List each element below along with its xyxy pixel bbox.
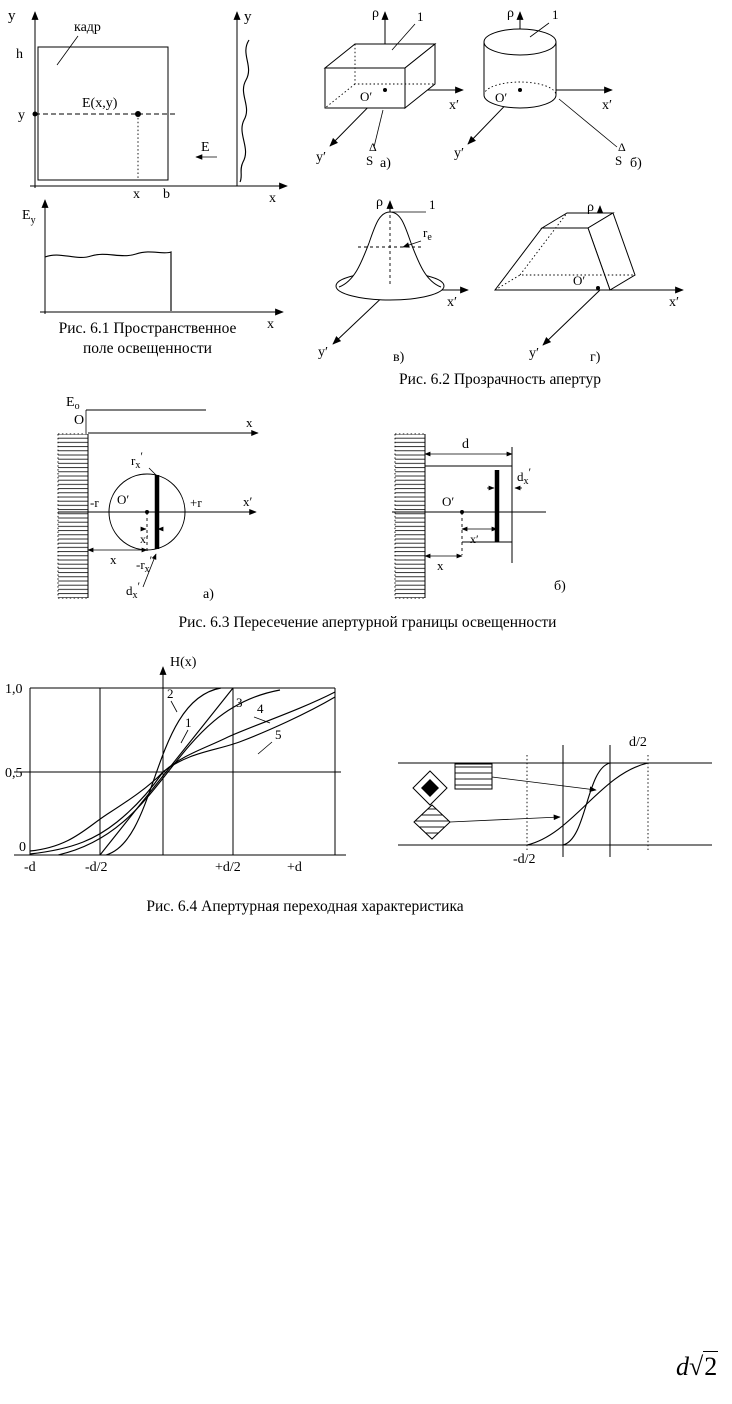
subfigure-b-tag: б)	[554, 579, 566, 594]
delta-label: Δ	[618, 140, 626, 154]
fig63-a	[58, 395, 258, 602]
aperture-bell-diagram	[318, 195, 468, 365]
formula-d-sqrt2	[676, 1352, 718, 1382]
xtick-plus-d2: +d/2	[215, 860, 241, 875]
curve-1-label: 1	[185, 715, 192, 730]
subfigure-a-tag: а)	[203, 587, 214, 602]
minus-r-label: -r	[90, 495, 99, 510]
figure-6-1-caption	[30, 319, 265, 359]
y-prime-label: y′	[529, 346, 540, 361]
ey-x-axis-label: x	[267, 317, 274, 332]
one-label: 1	[552, 7, 559, 22]
rho-label: ρ	[587, 200, 594, 215]
ytick-0: 0	[19, 840, 26, 855]
one-label: 1	[429, 197, 436, 212]
figure-6-4-caption: Рис. 6.4 Апертурная переходная характеристика	[146, 898, 464, 915]
y-axis-dot	[33, 112, 38, 117]
aperture-comparison-plot	[398, 735, 712, 867]
dx-label: $d_x'$	[126, 579, 141, 601]
origin-label: О′	[360, 89, 373, 104]
diamond-aperture-icon-core	[421, 779, 439, 797]
subfigure-v-tag: в)	[393, 350, 405, 365]
curve-2-label: 2	[167, 686, 174, 701]
d-half-label: d/2	[629, 735, 647, 750]
e0-label: $E_o$	[66, 395, 80, 412]
b-label: b	[163, 187, 170, 202]
hatched-strip	[395, 434, 425, 598]
x-tick-label: x	[133, 187, 140, 202]
x-dim-label: x	[437, 558, 444, 573]
curve-1-pointer	[181, 730, 188, 743]
curve-5	[30, 697, 335, 854]
figure-6-3	[0, 390, 732, 640]
aperture-box-diagram	[316, 6, 463, 171]
xtick-minus-d: -d	[24, 860, 36, 875]
curve-5-pointer	[258, 742, 272, 754]
xtick-minus-d2: -d/2	[85, 860, 108, 875]
origin-label: О′	[573, 273, 586, 288]
illumination-profile-curve	[240, 40, 249, 182]
formula-d: d	[676, 1352, 689, 1381]
origin-dot	[518, 88, 522, 92]
right-profile	[196, 9, 252, 186]
rx-label: $r_x'$	[131, 449, 143, 471]
gentle-transition-curve	[527, 763, 648, 845]
origin-dot	[383, 88, 387, 92]
h-axis-title: H(x)	[170, 655, 197, 670]
rho-label: ρ	[376, 195, 383, 210]
figure-6-2-caption: Рис. 6.2 Прозрачность апертур	[399, 371, 601, 388]
formula-radicand: 2	[704, 1352, 718, 1381]
origin-dot	[596, 286, 600, 290]
rho-label: ρ	[372, 6, 379, 21]
origin-label: О′	[495, 90, 508, 105]
curve-2-pointer	[171, 701, 177, 712]
figure-6-1	[0, 0, 290, 365]
figure-6-3-caption: Рис. 6.3 Пересечение апертурной границы освещенности	[178, 614, 557, 631]
h-label: h	[16, 47, 23, 62]
x-prime-label: x′	[602, 98, 613, 113]
e-label: E	[201, 140, 210, 155]
x-prime-label: x′	[449, 98, 460, 113]
d-dim-label: d	[462, 437, 469, 452]
re-label: $r_e$	[423, 225, 432, 243]
origin-prime-label: О′	[117, 492, 130, 507]
ey-curve	[45, 252, 171, 311]
x-prime-axis-label: x′	[243, 494, 253, 509]
one-label: 1	[417, 9, 424, 24]
curve-4-label: 4	[257, 701, 264, 716]
frame-label: кадр	[74, 20, 101, 35]
ytick-1: 1,0	[5, 682, 23, 697]
point-label: E(x,y)	[82, 96, 118, 111]
y-prime-label: y′	[454, 146, 465, 161]
frame-pointer-line	[57, 36, 78, 65]
frame-plot	[8, 8, 287, 206]
s-label: S	[615, 153, 623, 168]
figure-6-4	[0, 650, 732, 896]
hatched-strip	[58, 434, 88, 598]
subfigure-b-tag: б)	[630, 156, 642, 171]
x-dim-label: x	[110, 552, 117, 567]
rect-icon-arrow	[492, 777, 596, 790]
fig63-b	[392, 434, 566, 598]
dx-label: $d_x'$	[517, 465, 532, 487]
y-right-axis-label: y	[244, 9, 252, 25]
rho-label: ρ	[507, 6, 514, 21]
subfigure-a-tag: а)	[380, 156, 391, 171]
minus-d-half-label: -d/2	[513, 852, 536, 867]
figure-6-2	[290, 0, 732, 395]
x-axis-label: x	[246, 415, 253, 430]
cylinder-top	[484, 29, 556, 55]
curve-4-pointer	[254, 717, 270, 723]
ytick-05: 0,5	[5, 766, 23, 781]
rect-aperture-icon	[455, 764, 492, 789]
ey-axis-label: $E_y$	[22, 208, 36, 226]
x-prime-dim-label: x′	[140, 532, 149, 546]
y-prime-label: y′	[318, 345, 329, 360]
aperture-prism-diagram	[495, 200, 683, 365]
x-prime-label: x′	[669, 295, 680, 310]
diamond-icon-arrow	[450, 817, 560, 822]
point-dot	[135, 111, 141, 117]
transfer-characteristic-plot	[5, 655, 346, 875]
curve-3-label: 3	[236, 695, 243, 710]
ey-plot	[22, 200, 283, 332]
plus-r-label: +r	[190, 495, 202, 510]
x-prime-dim-label: x′	[470, 532, 479, 546]
subfigure-g-tag: г)	[590, 350, 601, 365]
y-prime-label: y′	[316, 150, 327, 165]
frame-rect	[38, 47, 168, 180]
origin-label: О	[74, 413, 85, 428]
minus-rx-label: $-r_x'$	[136, 553, 153, 575]
radical-sign: √	[689, 1352, 704, 1381]
aperture-cylinder-diagram	[454, 6, 642, 171]
xtick-plus-d: +d	[287, 860, 302, 875]
s-label: S	[366, 153, 374, 168]
y-prime-axis	[543, 290, 600, 345]
figure-6-1-caption-line2: поле освещенности	[83, 340, 212, 358]
figure-6-1-caption-line1: Рис. 6.1 Пространственное	[58, 320, 237, 337]
y-axis-label: y	[8, 8, 16, 24]
curve-5-label: 5	[275, 727, 282, 742]
y-tick-label: y	[18, 108, 25, 123]
origin-prime-label: О′	[442, 494, 455, 509]
x-prime-label: x′	[447, 295, 458, 310]
hatched-diamond-icon	[414, 805, 450, 839]
delta-label: Δ	[369, 140, 377, 154]
x-axis-label: x	[269, 191, 276, 206]
